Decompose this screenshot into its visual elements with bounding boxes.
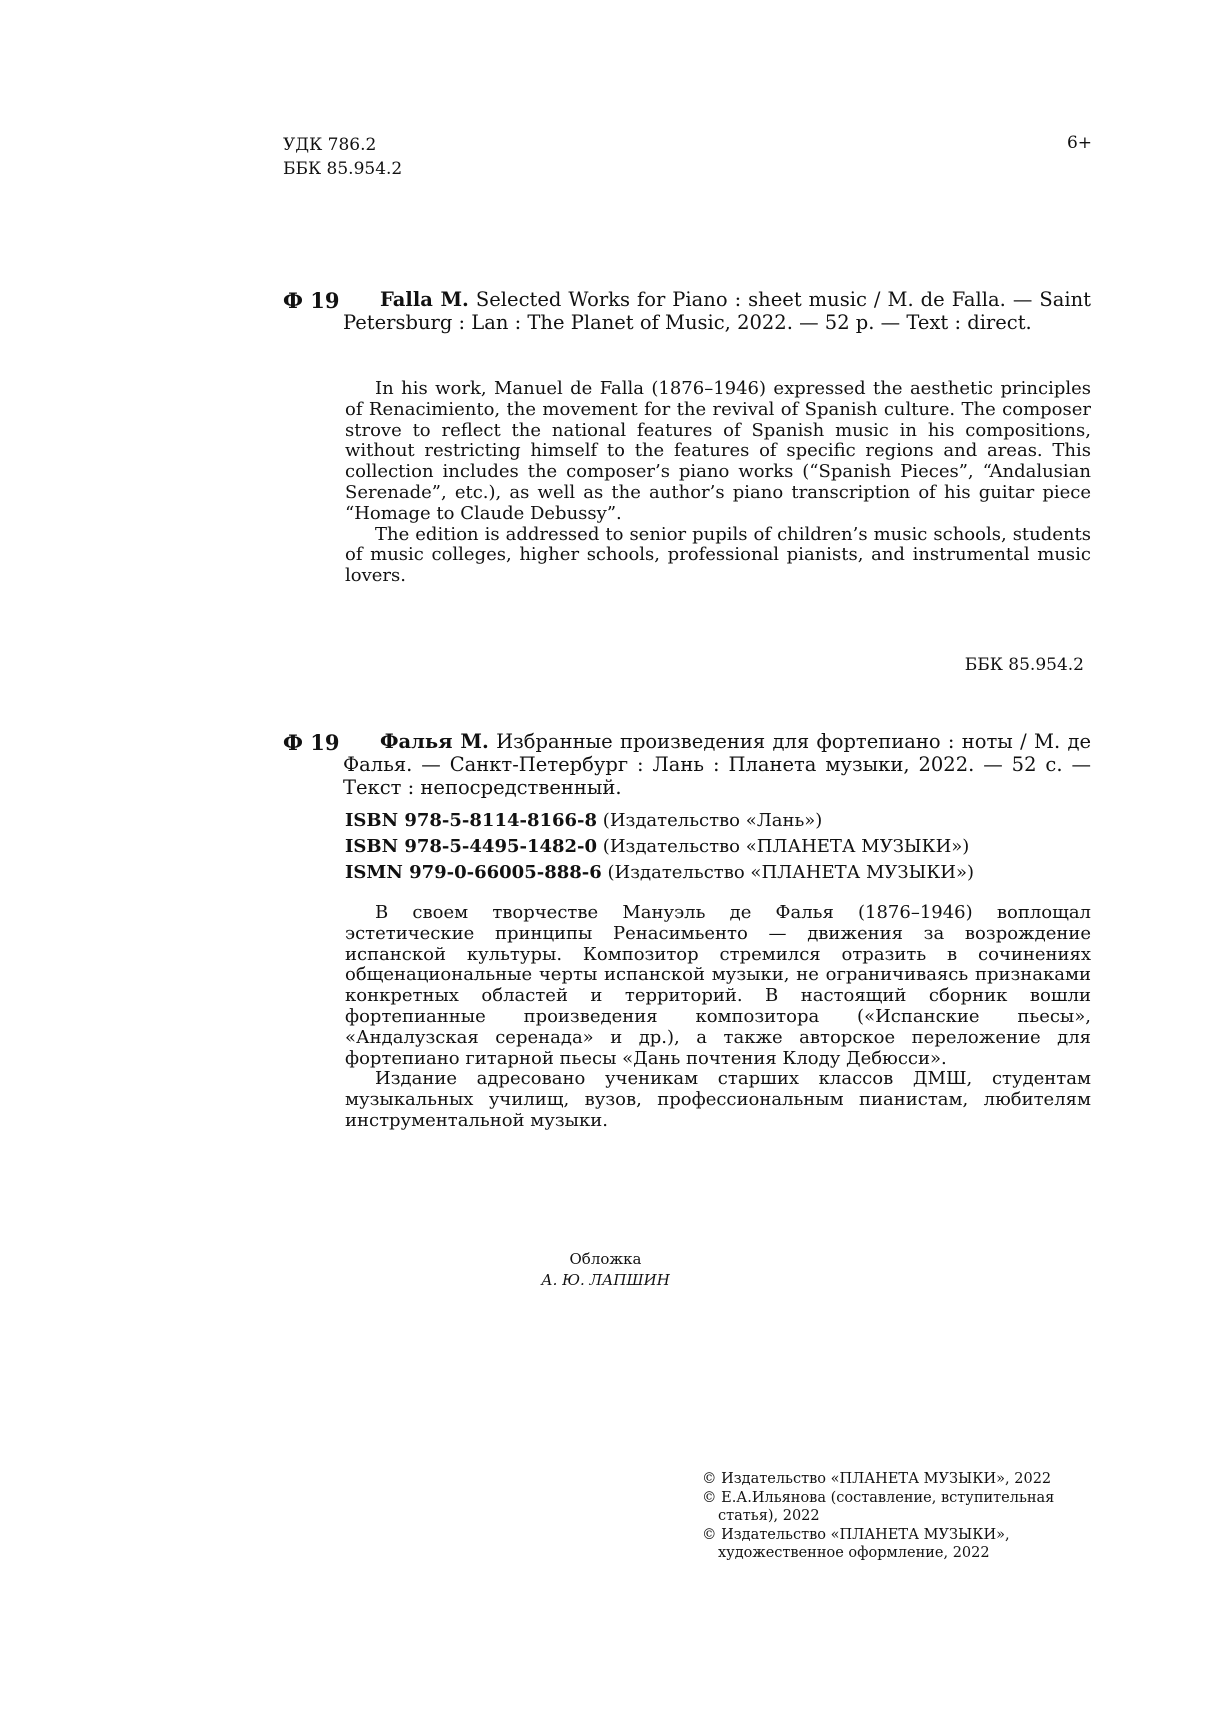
english-abstract-paragraph-2: The edition is addressed to senior pupils of children’s music schools, students of music colleges, higher schools, professional pianists, and instrumental music lovers.: [345, 523, 1091, 587]
isbn-publisher: (Издательство «Лань»): [602, 810, 823, 831]
bbk-code: ББК 85.954.2: [283, 159, 403, 179]
bbk-code-right: ББК 85.954.2: [964, 655, 1084, 675]
copyright-line: © Издательство «ПЛАНЕТА МУЗЫКИ», художественное оформление, 2022: [702, 1526, 1010, 1561]
udk-code: УДК 786.2: [283, 135, 377, 155]
cover-credit: [0, 1249, 1211, 1291]
ismn-code: ISMN 979-0-66005-888-6: [345, 862, 602, 883]
identifier-row: [345, 808, 974, 834]
cover-label: Обложка: [569, 1250, 642, 1268]
ismn-publisher: (Издательство «ПЛАНЕТА МУЗЫКИ»): [607, 862, 975, 883]
english-catalog-entry: [343, 288, 1091, 334]
english-author: Falla M.: [380, 288, 469, 311]
identifier-row: [345, 834, 974, 860]
age-rating: 6+: [1066, 133, 1092, 153]
copyright-line: © Издательство «ПЛАНЕТА МУЗЫКИ», 2022: [702, 1471, 1052, 1487]
russian-abstract-paragraph-1: В своем творчестве Мануэль де Фалья (1876–1946) воплощал эстетические принципы Ренасимьенто — движения за возрождение испанской культуры. Композитор стремился отразить в сочинениях общенациональные черты испанской музыки, не ограничиваясь признаками конкретных областей и территорий. В настоящий сборник вошли фортепианные произведения композитора («Испанские пьесы», «Андалузская серенада» и др.), а также авторское переложение для фортепиано гитарной пьесы «Дань почтения Клоду Дебюсси».: [345, 902, 1091, 1069]
russian-catalog-entry: [343, 730, 1091, 799]
russian-author: Фалья М.: [380, 730, 489, 753]
cover-designer: А. Ю. ЛАПШИН: [541, 1271, 670, 1289]
russian-index: Ф 19: [283, 730, 340, 755]
russian-abstract-paragraph-2: Издание адресовано ученикам старших классов ДМШ, студентам музыкальных училищ, вузов, профессиональным пианистам, любителям инструментальной музыки.: [345, 1068, 1091, 1131]
english-entry-block: [343, 288, 1091, 334]
copyright-line: © Е.А.Ильянова (составление, вступительная статья), 2022: [702, 1489, 1055, 1524]
isbn-code: ISBN 978-5-4495-1482-0: [345, 836, 598, 857]
russian-abstract: [345, 903, 1091, 1132]
isbn-publisher: (Издательство «ПЛАНЕТА МУЗЫКИ»): [602, 836, 970, 857]
english-abstract-paragraph-1: In his work, Manuel de Falla (1876–1946) expressed the aesthetic principles of Renacimiento, the movement for the revival of Spanish culture. The composer strove to reflect the national features of Spanish music in his compositions, without restricting himself to the features of specific regions and areas. This collection includes the composer’s piano works (“Spanish Pieces”, “Andalusian Serenade”, etc.), as well as the author’s piano transcription of his guitar piece “Homage to Claude Debussy”.: [345, 378, 1091, 524]
identifier-row: [345, 860, 974, 886]
english-entry-text: Selected Works for Piano : sheet music / M. de Falla. — Saint Petersburg : Lan : The Planet of Music, 2022. — 52 p. — Text : direct.: [343, 288, 1092, 334]
russian-entry-block: [343, 730, 1091, 799]
copyright-block: [702, 1470, 1102, 1563]
classification-codes: [283, 133, 402, 181]
identifier-list: [345, 808, 974, 886]
english-index: Ф 19: [283, 288, 340, 313]
isbn-code: ISBN 978-5-8114-8166-8: [345, 810, 598, 831]
english-abstract: [345, 379, 1091, 587]
russian-entry-text: Избранные произведения для фортепиано : ноты / М. де Фалья. — Санкт-Петербург : Лань : Планета музыки, 2022. — 52 с. — Текст : непосредственный.: [343, 730, 1092, 799]
